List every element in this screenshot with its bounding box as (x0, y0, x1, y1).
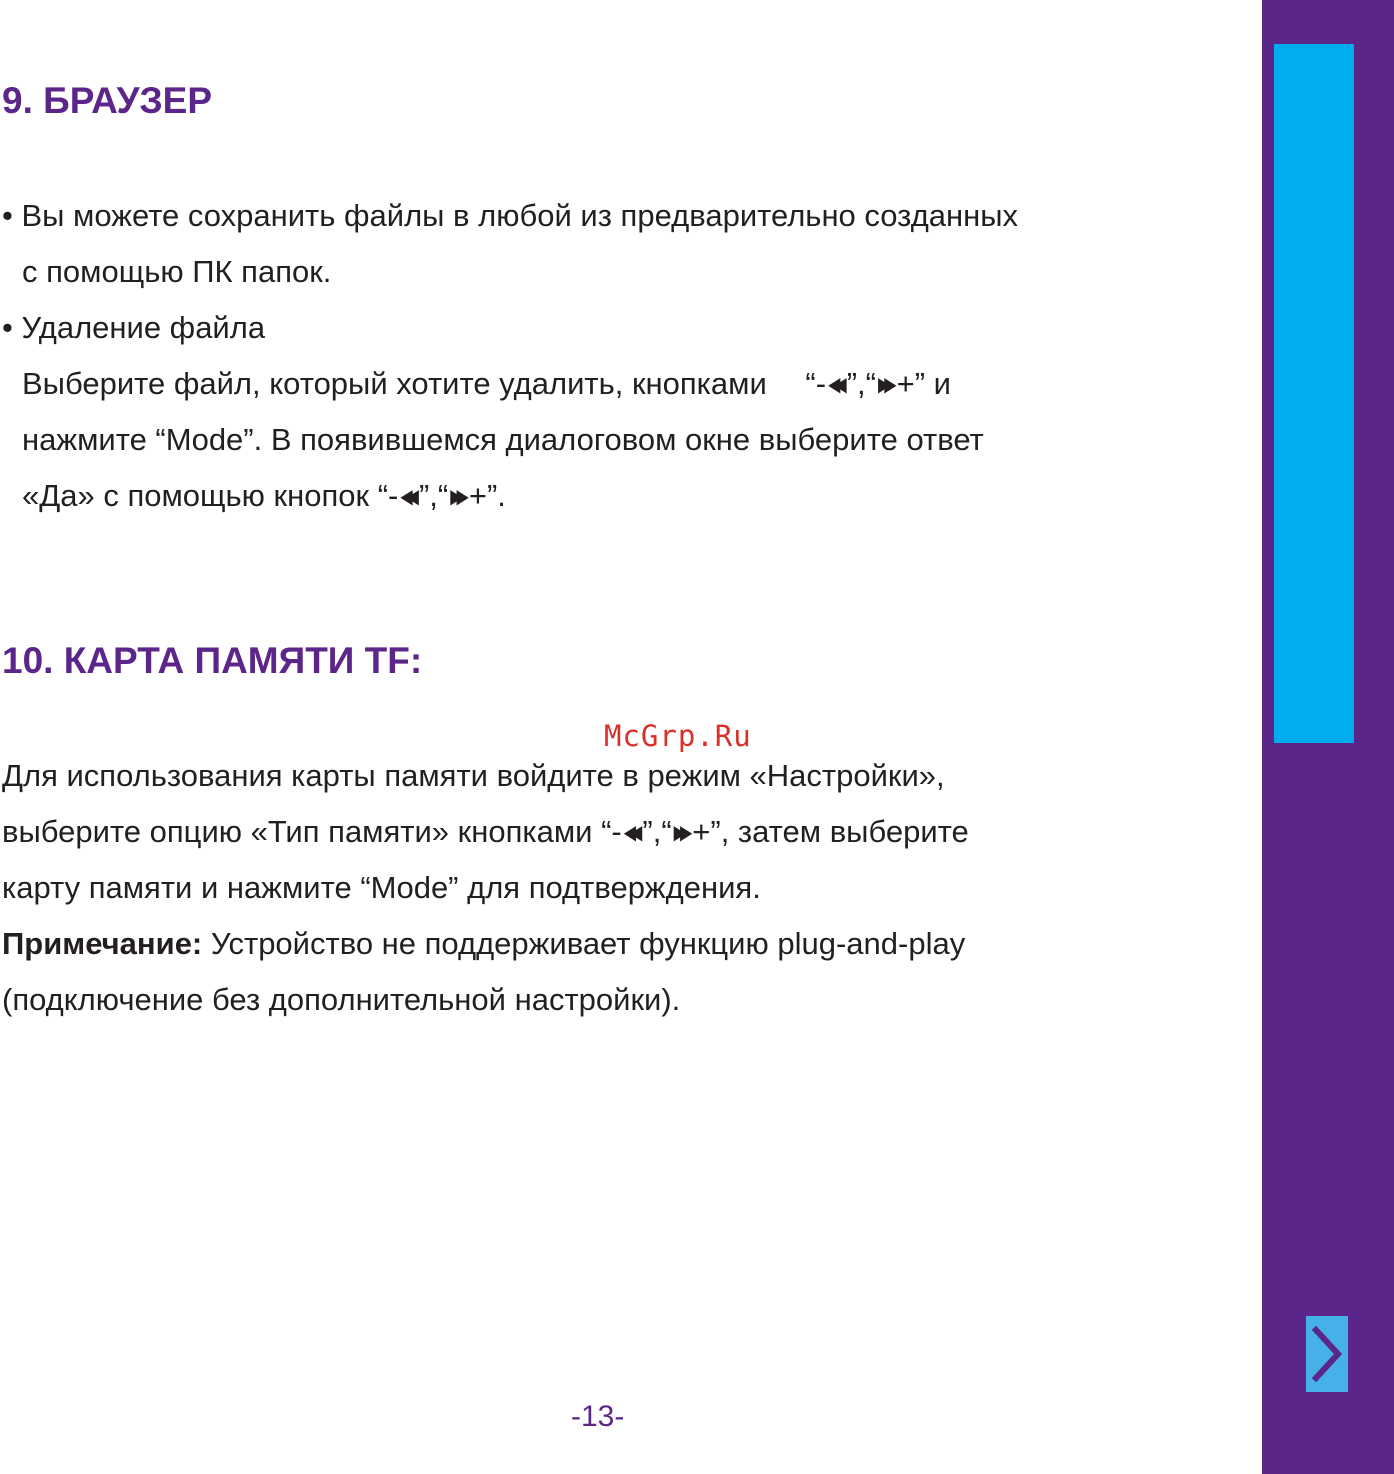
rewind-icon: ◀◀ (400, 486, 413, 508)
bullet-2-line-3-text: «Да» с помощью кнопок (22, 478, 370, 513)
bullet-2-line-1-text: Выберите файл, который хотите удалить, кнопками (22, 366, 767, 401)
note-label: Примечание: (2, 926, 203, 961)
button-sequence: “- ◀◀ ”,“ ▶▶ +” (805, 366, 926, 401)
section-10-line-2-text: выберите опцию «Тип памяти» кнопками (2, 814, 593, 849)
bullet-1-line-1: • Вы можете сохранить файлы в любой из предварительно созданных (2, 198, 1019, 233)
bullet-2-line-1 (22, 368, 951, 399)
bullet-2-title: • Удаление файла (2, 310, 266, 345)
bullet-2-line-3-tail: . (497, 478, 506, 513)
note-text: Устройство не поддерживает функцию plug-and-play (202, 926, 966, 961)
button-sequence: “- ◀◀ ”,“ ▶▶ +” (601, 814, 721, 849)
fast-forward-icon: ▶▶ (450, 486, 463, 508)
right-sidebar (1262, 0, 1394, 1474)
rewind-icon: ◀◀ (623, 822, 637, 844)
bullet-1-line-2: с помощью ПК папок. (22, 254, 332, 289)
fast-forward-icon: ▶▶ (877, 374, 891, 396)
section-10-line-2 (2, 816, 969, 847)
chevron-right-icon (1312, 1326, 1342, 1382)
rewind-icon: ◀◀ (828, 374, 841, 396)
watermark: McGrp.Ru (604, 719, 752, 753)
section-10-line-1: Для использования карты памяти войдите в режим «Настройки», (2, 758, 945, 793)
fast-forward-icon: ▶▶ (673, 822, 687, 844)
section-10-heading: 10. КАРТА ПАМЯТИ TF: (2, 640, 423, 681)
note-line-2: (подключение без дополнительной настройки). (2, 982, 681, 1017)
button-sequence: “- ◀◀ ”,“ ▶▶ +” (377, 478, 498, 513)
section-tab (1274, 44, 1354, 743)
section-10-line-2-tail: , затем выберите (720, 814, 969, 849)
bullet-2-line-1-tail: и (933, 366, 951, 401)
bullet-2-line-2: нажмите “Mode”. В появившемся диалоговом окне выберите ответ (22, 422, 984, 457)
page-number: -13- (571, 1400, 625, 1433)
section-9-heading: 9. БРАУЗЕР (2, 80, 213, 121)
bullet-2-line-3 (22, 480, 506, 511)
section-10-line-3: карту памяти и нажмите “Mode” для подтверждения. (2, 870, 761, 905)
note-line-1 (2, 928, 965, 959)
next-page-button[interactable] (1306, 1316, 1348, 1392)
